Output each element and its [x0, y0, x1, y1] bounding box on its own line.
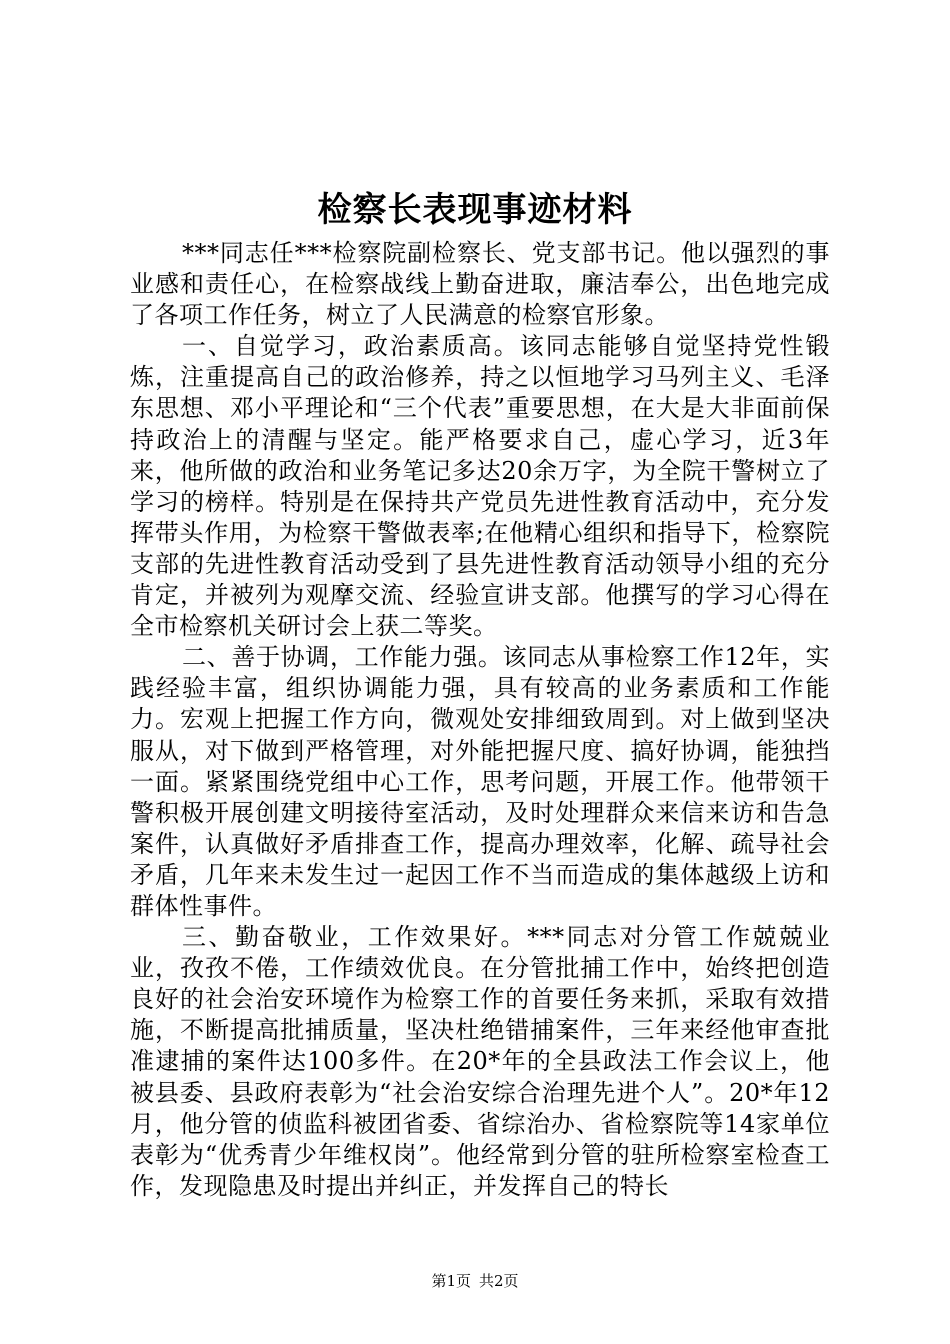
document-body — [130, 238, 830, 1202]
page-number-current: 第1页 — [431, 1272, 471, 1290]
paragraph-section-2: 二、善于协调，工作能力强。该同志从事检察工作12年，实践经验丰富，组织协调能力强，具有较高的业务素质和工作能力。宏观上把握工作方向，微观处安排细致周到。对上做到坚决服从，对下做到严格管理，对外能把握尺度、搞好协调，能独挡一面。紧紧围绕党组中心工作，思考问题，开展工作。他带领干警积极开展创建文明接待室活动，及时处理群众来信来访和告急案件，认真做好矛盾排查工作，提高办理效率，化解、疏导社会矛盾，几年来未发生过一起因工作不当而造成的集体越级上访和群体性事件。 — [130, 643, 830, 920]
paragraph-section-3: 三、勤奋敬业，工作效果好。***同志对分管工作兢兢业业，孜孜不倦，工作绩效优良。在分管批捕工作中，始终把创造良好的社会治安环境作为检察工作的首要任务来抓，采取有效措施，不断提高批捕质量，坚决杜绝错捕案件，三年来经他审查批准逮捕的案件达100多件。在20*年的全县政法工作会议上，他被县委、县政府表彰为“社会治安综合治理先进个人”。20*年12月，他分管的侦监科被团省委、省综治办、省检察院等14家单位表彰为“优秀青少年维权岗”。他经常到分管的驻所检察室检查工作，发现隐患及时提出并纠正，并发挥自己的特长 — [130, 923, 830, 1200]
page-footer — [0, 1271, 950, 1291]
paragraph-section-1: 一、自觉学习，政治素质高。该同志能够自觉坚持党性锻炼，注重提高自己的政治修养，持之以恒地学习马列主义、毛泽东思想、邓小平理论和“三个代表”重要思想，在大是大非面前保持政治上的清醒与坚定。能严格要求自己，虚心学习，近3年来，他所做的政治和业务笔记多达20余万字，为全院干警树立了学习的榜样。特别是在保持共产党员先进性教育活动中，充分发挥带头作用，为检察干警做表率;在他精心组织和指导下，检察院支部的先进性教育活动受到了县先进性教育活动领导小组的充分肯定，并被列为观摩交流、经验宣讲支部。他撰写的学习心得在全市检察机关研讨会上获二等奖。 — [130, 332, 830, 641]
page-number-total: 共2页 — [479, 1272, 519, 1290]
document-title: 检察长表现事迹材料 — [317, 190, 633, 230]
paragraph-intro: ***同志任***检察院副检察长、党支部书记。他以强烈的事业感和责任心，在检察战线上勤奋进取，廉洁奉公，出色地完成了各项工作任务，树立了人民满意的检察官形象。 — [130, 239, 830, 330]
